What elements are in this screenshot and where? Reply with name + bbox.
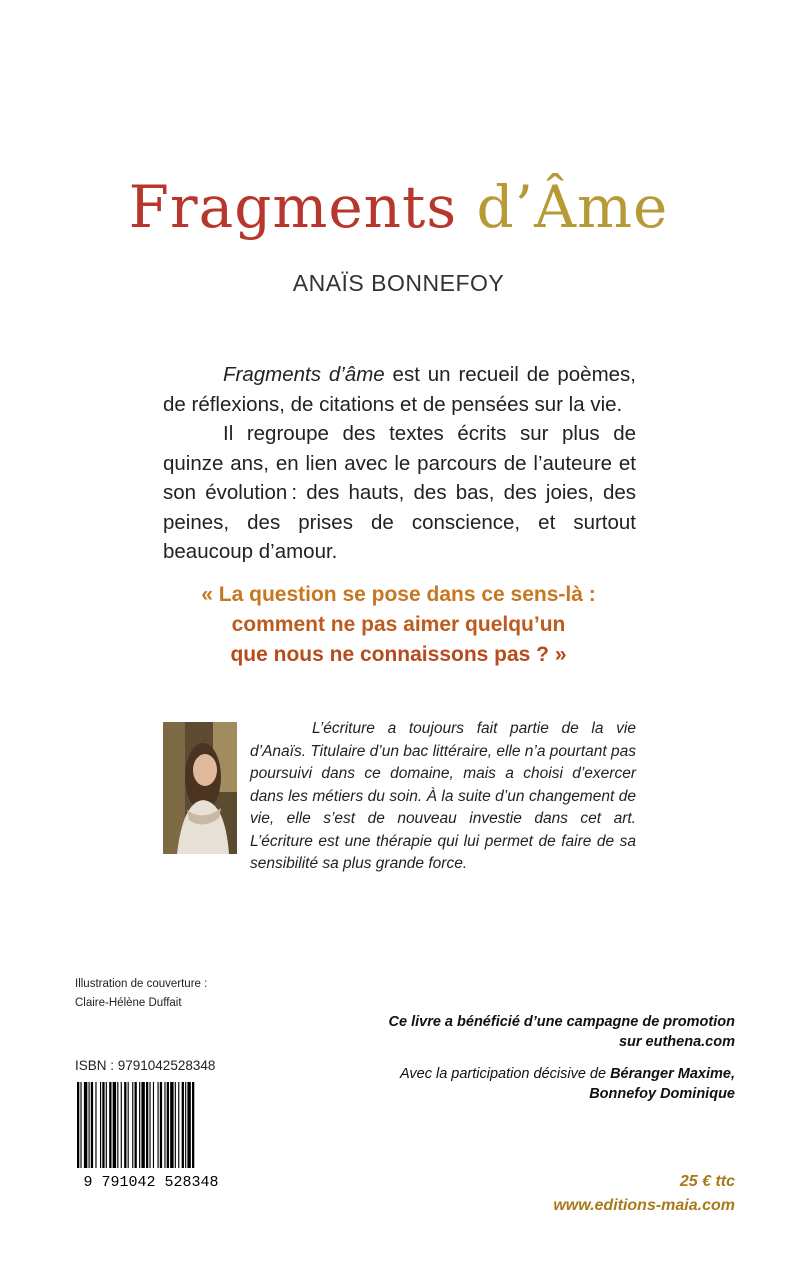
- price-block: [435, 1170, 735, 1218]
- barcode-digits: 9 791042 528348: [83, 1174, 219, 1188]
- barcode-bar: [80, 1082, 81, 1168]
- author-name: ANAÏS BONNEFOY: [292, 270, 505, 296]
- barcode-bar: [175, 1082, 176, 1168]
- participation-line-2: [315, 1084, 735, 1104]
- barcode-bar: [124, 1082, 126, 1168]
- barcode-bar: [91, 1082, 93, 1168]
- barcode-bar: [89, 1082, 90, 1168]
- barcode-bar: [121, 1082, 122, 1168]
- book-title-part2: d’Âme: [476, 173, 669, 241]
- barcode-bar: [192, 1082, 194, 1168]
- participation-names-1: Béranger Maxime,: [610, 1066, 735, 1082]
- barcode-bar: [95, 1082, 96, 1168]
- participation-prefix: Avec la participation décisive de: [399, 1066, 611, 1082]
- barcode-bar: [132, 1082, 133, 1168]
- barcode-bar: [160, 1082, 162, 1168]
- barcode-bar: [84, 1082, 87, 1168]
- barcode-bar: [117, 1082, 118, 1168]
- promo-line-1: Ce livre a bénéficié d’une campagne de promotion: [388, 1014, 735, 1030]
- price: 25 € ttc: [679, 1173, 735, 1190]
- publisher-website[interactable]: www.editions-maia.com: [553, 1197, 735, 1214]
- promotion-notice: [335, 1012, 735, 1052]
- barcode-icon: [75, 1082, 227, 1188]
- barcode-bar: [146, 1082, 148, 1168]
- synopsis-paragraph-1: [163, 360, 636, 419]
- barcode-bar: [106, 1082, 107, 1168]
- synopsis-title-italic: Fragments d’âme: [223, 363, 385, 386]
- barcode-bar: [182, 1082, 184, 1168]
- barcode-bar: [158, 1082, 159, 1168]
- author-photo: [163, 722, 237, 854]
- barcode-bar: [102, 1082, 104, 1168]
- barcode-bar: [100, 1082, 101, 1168]
- barcode-bar: [128, 1082, 129, 1168]
- cover-illustration-credit: [75, 975, 207, 1013]
- barcode-bar: [178, 1082, 179, 1168]
- author-portrait-icon: [163, 722, 237, 854]
- barcode-bar: [135, 1082, 137, 1168]
- isbn-label: ISBN : 9791042528348: [75, 1058, 216, 1073]
- barcode-bar: [139, 1082, 140, 1168]
- pull-quote: [0, 580, 797, 670]
- barcode: [75, 1082, 227, 1188]
- synopsis-p1-text: est un recueil de poèmes, de réflexions, de citations et de pensées sur la vie.: [163, 363, 636, 416]
- synopsis: [163, 360, 636, 567]
- book-title-part1: Fragments: [128, 173, 458, 241]
- barcode-bar: [153, 1082, 154, 1168]
- author-bio-text: L’écriture a toujours fait partie de la vie d’Anaïs. Titulaire d’un bac littéraire, elle n’a pourtant pas poursuivi dans ce domaine, mais a choisi d’exercer dans les métiers du soin. À la suite d’un changement de vie, elle s’est de nouveau investie dans cet art. L’écriture est une thérapie qui lui permet de faire de sa sensibilité sa plus grande force.: [250, 720, 636, 872]
- participation-notice: [315, 1064, 735, 1104]
- author-bio: [250, 718, 636, 876]
- quote-line-1: « La question se pose dans ce sens-là :: [201, 583, 596, 606]
- barcode-bar: [149, 1082, 150, 1168]
- barcode-bar: [141, 1082, 144, 1168]
- credit-label: Illustration de couverture :: [75, 978, 208, 990]
- barcode-bar: [77, 1082, 79, 1168]
- credit-name: Claire-Hélène Duffait: [75, 997, 182, 1009]
- barcode-bar: [167, 1082, 169, 1168]
- barcode-bar: [185, 1082, 186, 1168]
- quote-line-2: comment ne pas aimer quelqu’un: [231, 613, 566, 636]
- participation-names-2: Bonnefoy Dominique: [589, 1086, 735, 1102]
- barcode-bar: [187, 1082, 190, 1168]
- book-title: [0, 173, 797, 241]
- synopsis-paragraph-2: Il regroupe des textes écrits sur plus de quinze ans, en lien avec le parcours de l’auteure et son évolution : des hauts, des bas, des joies, des peines, des prises de conscience, et surtout beaucoup d’amour.: [163, 422, 636, 563]
- participation-line-1: [315, 1064, 735, 1084]
- barcode-bar: [170, 1082, 173, 1168]
- quote-line-3: que nous ne connaissons pas ? »: [230, 643, 567, 666]
- barcode-bar: [113, 1082, 116, 1168]
- promo-line-2: sur euthena.com: [618, 1034, 735, 1050]
- barcode-bar: [109, 1082, 111, 1168]
- barcode-bar: [164, 1082, 165, 1168]
